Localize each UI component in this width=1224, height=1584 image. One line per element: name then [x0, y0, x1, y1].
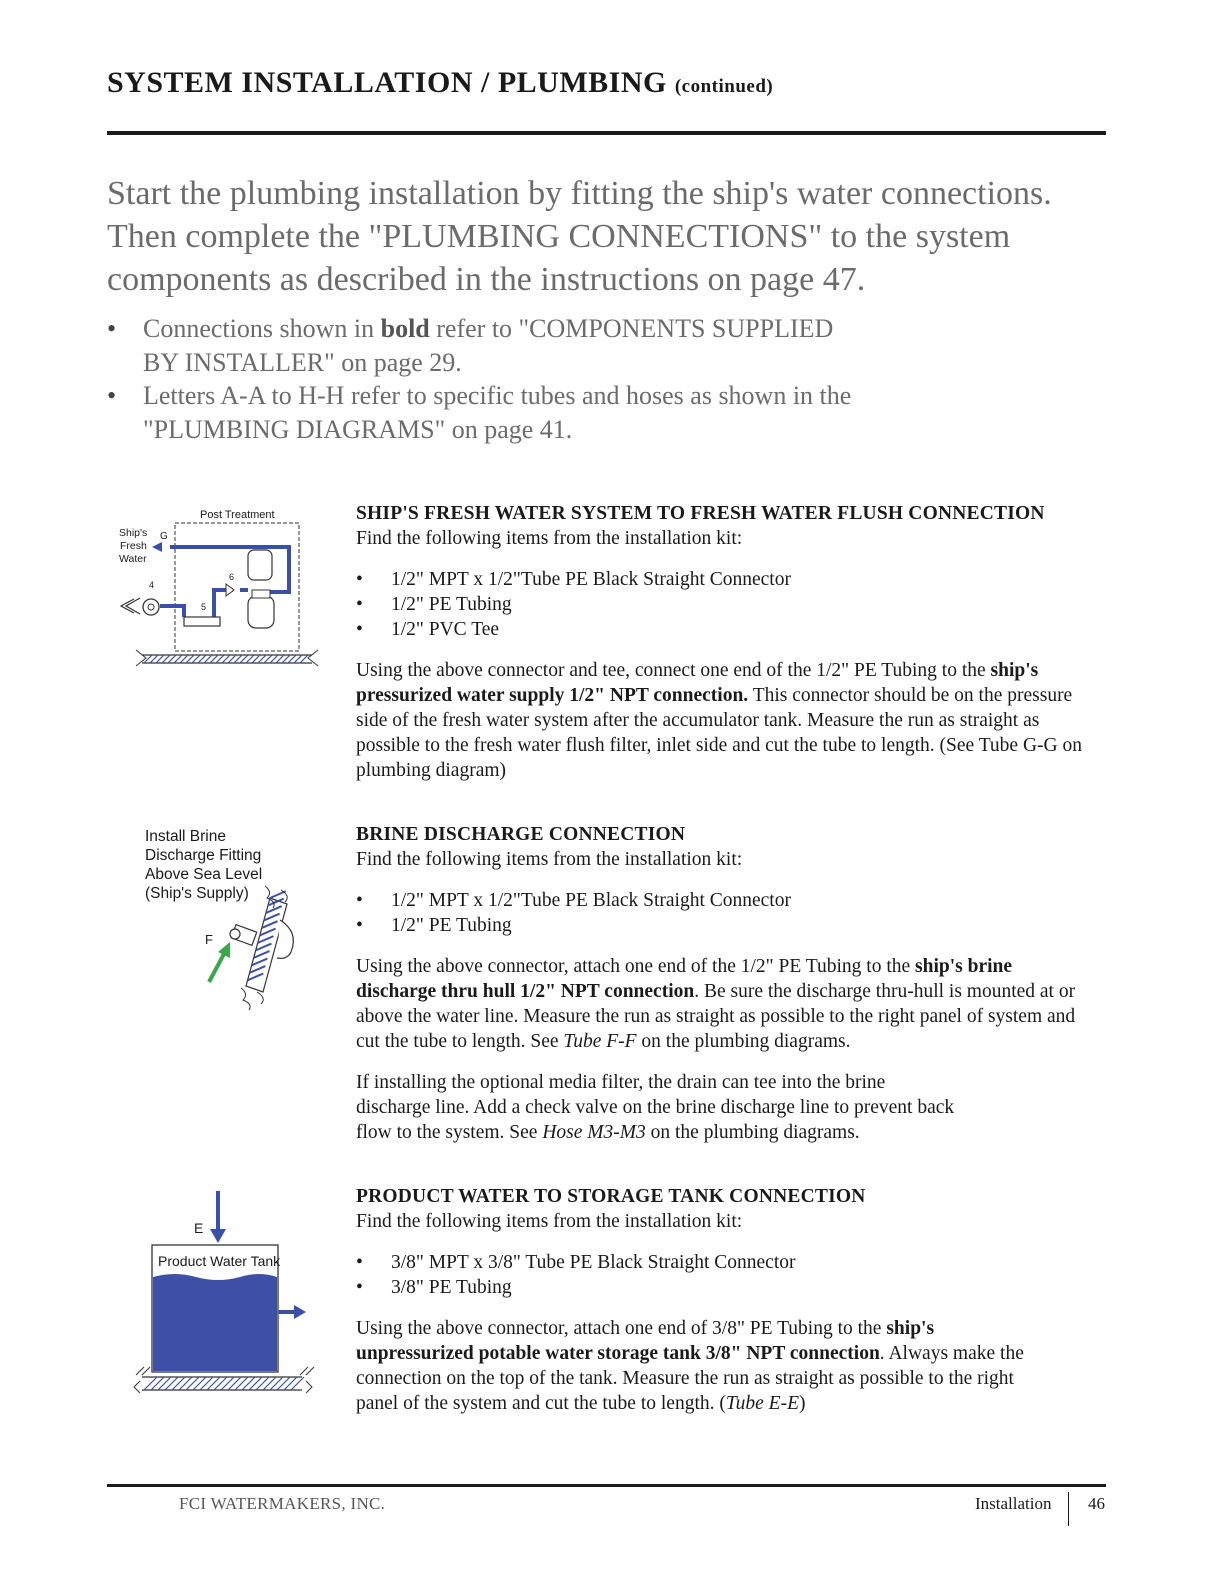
page-title-subtitle: (continued) — [674, 76, 774, 97]
hatch-line — [263, 1377, 276, 1390]
hull-break-bottom-2 — [257, 992, 263, 1004]
intro-bullet — [107, 312, 867, 379]
fresh-items-list — [356, 567, 1096, 642]
intro-bullet — [107, 379, 867, 446]
pump-icon — [143, 599, 159, 615]
brine-caption-line: Discharge Fitting — [145, 847, 262, 864]
para-text: This connector should be on the pressure side of the fresh water system after the accumulator tank. Measure the run as straight as possible to the fresh water flush filter, inlet side and cut the tube to length. (See Tube G-G on plumbing diagram) — [356, 685, 1082, 781]
brine-media-filter-paragraph — [356, 1070, 956, 1145]
fresh-water-section — [356, 501, 1096, 799]
brine-items-list — [356, 888, 1096, 938]
hatch-line — [242, 1377, 255, 1390]
product-paragraph — [356, 1316, 1036, 1416]
page-number: 46 — [1088, 1494, 1105, 1513]
n6-label: 6 — [229, 572, 235, 582]
para-text: . Be sure the discharge thru-hull is mounted at or above the water line. Measure the run as straight as possible to the right panel of system and cut the tube to length. See — [356, 981, 1076, 1052]
intro-bullets — [107, 312, 867, 446]
hatch-line — [235, 1377, 248, 1390]
para-text: Using the above connector, attach one end of the 1/2" PE Tubing to the — [356, 956, 916, 977]
kit-intro: Find the following items from the installation kit: — [356, 1211, 743, 1232]
hatch-line — [221, 1377, 234, 1390]
section-title: BRINE DISCHARGE CONNECTION — [356, 824, 686, 845]
para-text: If installing the optional media filter, the drain can tee into the brine discharge line. Add a check valve on the brine discharge line to prevent back flow to the system. See — [356, 1072, 955, 1143]
ground-break-left — [136, 1367, 150, 1375]
n4-label: 4 — [149, 580, 155, 590]
check-valve-icon — [226, 584, 234, 596]
list-item: • 1/2" PVC Tee — [356, 617, 1096, 642]
hatch-line — [165, 1377, 178, 1390]
fresh-label: Fresh — [120, 540, 147, 552]
tank-water-fill — [153, 1274, 277, 1371]
post-treatment-box — [175, 523, 299, 651]
connector-nut-icon — [230, 929, 240, 939]
filter-8-icon — [248, 550, 272, 580]
hatch-line — [249, 1377, 262, 1390]
e-label: E — [194, 1220, 204, 1236]
fresh-water-diagram — [112, 500, 327, 675]
pump-pipe — [160, 606, 184, 617]
ground-hatch-lines — [144, 655, 308, 663]
ground-break-right — [300, 1367, 314, 1375]
para-bold: ship's brine discharge thru hull 1/2" NPT connection — [356, 956, 1013, 1002]
green-flow-line — [209, 952, 225, 982]
hatch-line — [179, 1377, 192, 1390]
intro-paragraph: Start the plumbing installation by fitting the ship's water connections. Then complete the "PLUMBING CONNECTIONS" to the system components as described in the instructions on page 47. — [107, 175, 1052, 298]
footer-rule — [107, 1484, 1106, 1487]
brine-caption-line: Above Sea Level — [145, 866, 263, 883]
section-title: SHIP'S FRESH WATER SYSTEM TO FRESH WATER FLUSH CONNECTION — [356, 503, 1045, 524]
list-item: • 3/8" MPT x 3/8" Tube PE Black Straight Connector — [356, 1250, 1096, 1275]
motor-block — [184, 617, 220, 626]
fresh-paragraph — [356, 658, 1096, 783]
ground-end-left — [134, 1381, 140, 1393]
hatch-line — [158, 1377, 171, 1390]
list-item: • 1/2" PE Tubing — [356, 913, 1096, 938]
page-title — [107, 66, 773, 100]
hatch-line — [186, 1377, 199, 1390]
ground-end-right — [306, 1381, 312, 1393]
bullet-bold: bold — [380, 314, 430, 343]
brine-paragraph — [356, 954, 1096, 1054]
hatch-line — [256, 1377, 269, 1390]
brine-section — [356, 822, 1096, 1161]
list-item: • 1/2" MPT x 1/2"Tube PE Black Straight Connector — [356, 567, 1096, 592]
product-water-section — [356, 1184, 1096, 1432]
g-label: G — [160, 531, 168, 542]
kit-intro: Find the following items from the installation kit: — [356, 528, 743, 549]
para-text: Using the above connector, attach one end of 3/8" PE Tubing to the — [356, 1318, 887, 1339]
brine-caption-line: Install Brine — [145, 828, 226, 845]
list-item: • 1/2" MPT x 1/2"Tube PE Black Straight Connector — [356, 888, 1096, 913]
para-italic: Tube E-E — [725, 1393, 799, 1414]
para-italic: Hose M3-M3 — [542, 1122, 646, 1143]
inlet-arrow-icon — [210, 1229, 226, 1243]
filter-7-cap — [252, 590, 270, 598]
bullet-text: refer to "COMPONENTS SUPPLIED BY INSTALLER" on page 29. — [143, 314, 834, 377]
bullet-text: Connections shown in — [143, 314, 381, 343]
brine-caption-line: (Ship's Supply) — [145, 885, 249, 902]
hatch-line — [193, 1377, 206, 1390]
ships-label: Ship's — [119, 527, 148, 539]
outlet-arrow-icon — [294, 1305, 306, 1319]
hatch-line — [284, 1377, 297, 1390]
hatch-line — [277, 1377, 290, 1390]
kit-intro: Find the following items from the installation kit: — [356, 849, 743, 870]
hatch-line — [200, 1377, 213, 1390]
hatch-line — [270, 1377, 283, 1390]
list-item: • 3/8" PE Tubing — [356, 1275, 1096, 1300]
f-label: F — [205, 932, 213, 947]
water-label: Water — [119, 553, 147, 565]
para-bold: ship's pressurized water supply 1/2" NPT connection. — [356, 660, 1039, 706]
n5-label: 5 — [201, 602, 207, 612]
hatch-line — [214, 1377, 227, 1390]
bullet-text: Letters A-A to H-H refer to specific tubes and hoses as shown in the "PLUMBING DIAGRAMS" on page 41. — [143, 381, 852, 444]
footer-divider — [1068, 1492, 1069, 1526]
hatch-line — [144, 1377, 157, 1390]
page-title-text: SYSTEM INSTALLATION / PLUMBING — [107, 66, 667, 99]
list-item: • 1/2" PE Tubing — [356, 592, 1096, 617]
pump-inlet-icon — [126, 598, 140, 614]
para-text: on the plumbing diagrams. — [645, 1122, 860, 1143]
hatch-line — [151, 1377, 164, 1390]
product-tank-diagram — [130, 1185, 330, 1405]
para-text: on the plumbing diagrams. — [636, 1031, 851, 1052]
hatch-line — [207, 1377, 220, 1390]
footer-company: FCI WATERMAKERS, INC. — [179, 1494, 386, 1513]
brine-discharge-diagram — [195, 880, 310, 1010]
section-title: PRODUCT WATER TO STORAGE TANK CONNECTION — [356, 1186, 866, 1207]
fresh-water-arrow-icon — [152, 542, 162, 552]
para-text: ) — [799, 1393, 806, 1414]
footer-section-name: Installation — [975, 1494, 1052, 1513]
pump-inlet-line — [121, 599, 134, 613]
tank-label: Product Water Tank — [158, 1253, 281, 1269]
tank-ground-hatch-lines — [144, 1377, 304, 1390]
hatch-line — [172, 1377, 185, 1390]
para-text: . Always make the connection on the top of the tank. Measure the run as straight as possible to the right panel of the system and cut the tube to length. ( — [356, 1343, 1024, 1414]
header-rule — [107, 131, 1106, 135]
para-italic: Tube F-F — [563, 1031, 637, 1052]
para-text: Using the above connector and tee, connect one end of the 1/2" PE Tubing to the — [356, 660, 991, 681]
filter-7-icon — [248, 596, 274, 628]
hatch-line — [291, 1377, 304, 1390]
hull-break-bottom — [241, 988, 250, 1010]
hatch-line — [228, 1377, 241, 1390]
post-treatment-label: Post Treatment — [200, 509, 275, 521]
para-bold: ship's unpressurized potable water storage tank 3/8" NPT connection — [356, 1318, 935, 1364]
product-items-list — [356, 1250, 1096, 1300]
booster-pipe — [214, 590, 233, 617]
